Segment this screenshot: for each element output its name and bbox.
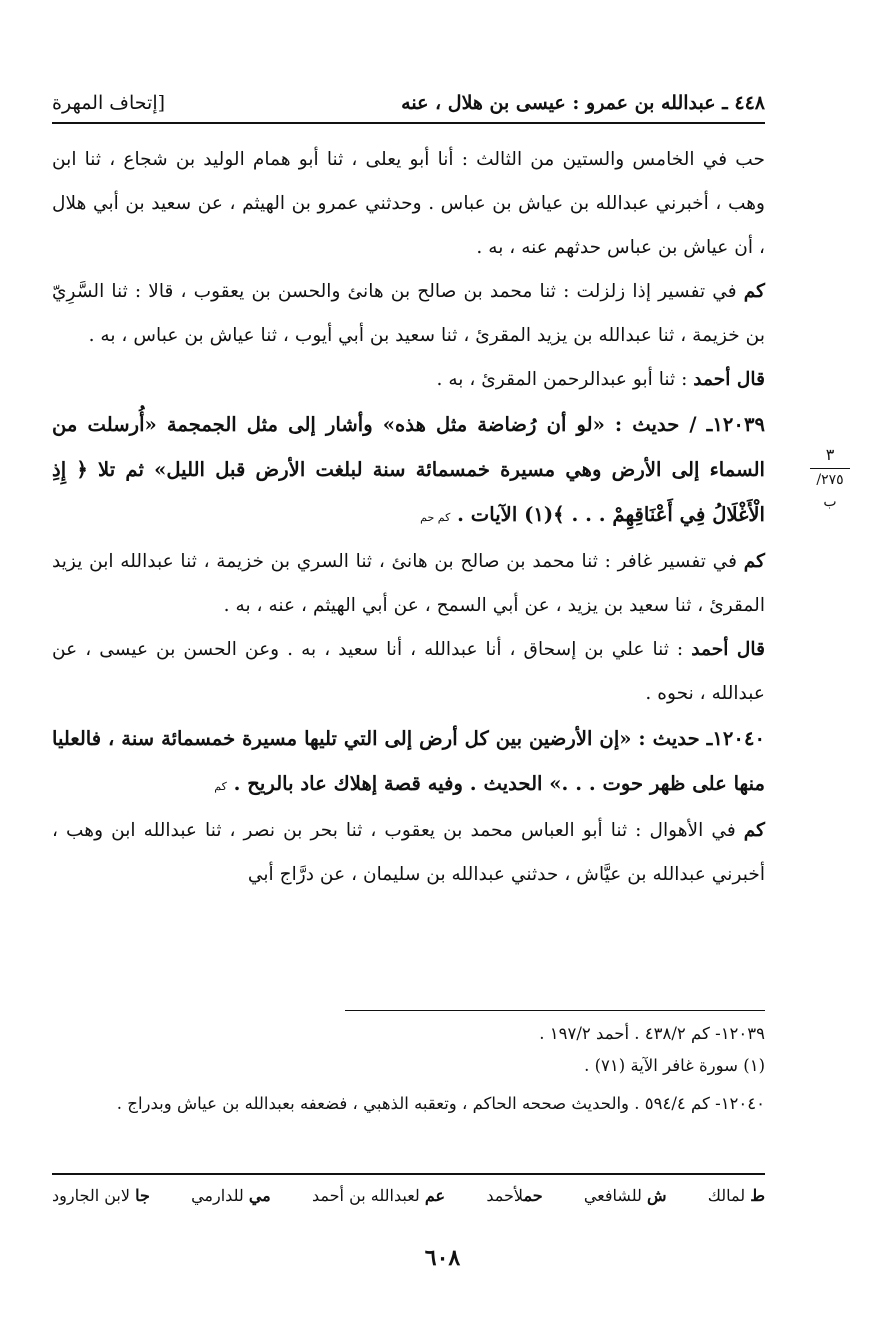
hadith-12039: ١٢٠٣٩ـ / حديث : «لو أن رُضاضة مثل هذه» وأشار إلى مثل الجمجمة «أُرسلت من السماء إلى الأرض وهي مسيرة خمسمائة سنة لبلغت الأرض قبل الليل» ثم تلا ﴿ إِذِ الْأَغْلَالُ فِي أَعْنَاقِهِمْ . . . ﴾(١) الآيات . كم حم [52, 413, 765, 526]
source-key: كم [743, 820, 765, 841]
page-number: ٦٠٨ [424, 1245, 461, 1271]
footnotes [52, 1018, 765, 1120]
margin-folio: ٢٧٥/ب [810, 468, 850, 513]
margin-reference [800, 444, 860, 513]
legend-item: حملأحمد [486, 1186, 543, 1205]
paragraph-6: كم في الأهوال : ثنا أبو العباس محمد بن يعقوب ، ثنا بحر بن نصر ، ثنا عبدالله ابن وهب ، أخبرني عبدالله بن عيَّاش ، حدثني عبدالله بن سليمان ، عن درَّاج أبي [52, 820, 765, 885]
hadith-sigla: كم حم [420, 511, 451, 524]
footnote-separator [345, 1010, 765, 1011]
footnote-12040: ١٢٠٤٠- كم ٥٩٤/٤ . والحديث صححه الحاكم ، وتعقبه الذهبي ، فضعفه بعبدالله بن عياش وبدراج . [116, 1094, 765, 1113]
paragraph-2: كم في تفسير إذا زلزلت : ثنا محمد بن صالح بن هانئ والحسن بن يعقوب ، قالا : ثنا السَّرِيّ بن خزيمة ، ثنا عبدالله بن يزيد المقرئ ، ثنا سعيد بن أبي أيوب ، ثنا عياش بن عباس ، به . [52, 281, 765, 346]
hadith-sigla: كم [214, 780, 227, 793]
source-key: كم [743, 281, 765, 302]
source-key: قال أحمد [693, 369, 765, 390]
legend-item: عم لعبدالله بن أحمد [312, 1186, 446, 1205]
main-text [52, 138, 765, 897]
paragraph-4: كم في تفسير غافر : ثنا محمد بن صالح بن هانئ ، ثنا السري بن خزيمة ، ثنا عبدالله ابن يزيد المقرئ ، ثنا سعيد بن يزيد ، عن أبي السمح ، عن أبي الهيثم ، عنه ، به . [52, 551, 765, 616]
legend-item: ش للشافعي [583, 1186, 667, 1205]
legend-item: مي للدارمي [191, 1186, 271, 1205]
footnote-12039: ١٢٠٣٩- كم ٤٣٨/٢ . أحمد ١٩٧/٢ . [539, 1024, 765, 1043]
sigla-legend [52, 1186, 765, 1205]
legend-rule [52, 1173, 765, 1175]
paragraph-1: حب في الخامس والستين من الثالث : أنا أبو يعلى ، ثنا أبو همام الوليد بن شجاع ، ثنا ابن وهب ، أخبرني عبدالله بن عياش بن عباس . وحدثني عمرو بن الهيثم ، عن سعيد بن أبي هلال ، أن عياش بن عباس حدثهم عنه ، به . [52, 149, 765, 258]
source-key: قال أحمد [691, 639, 765, 660]
book-name: [إتحاف المهرة [52, 92, 166, 114]
header-rule [52, 122, 765, 124]
running-title: ٤٤٨ ـ عبدالله بن عمرو : عيسى بن هلال ، عنه [401, 92, 765, 114]
hadith-12040: ١٢٠٤٠ـ حديث : «إن الأرضين بين كل أرض إلى التي تليها مسيرة خمسمائة سنة ، فالعليا منها على ظهر حوت . . .» الحديث . وفيه قصة إهلاك عاد بالريح . كم [52, 727, 765, 795]
paragraph-5: قال أحمد : ثنا علي بن إسحاق ، أنا عبدالله ، أنا سعيد ، به . وعن الحسن بن عيسى ، عن عبدالله ، نحوه . [52, 639, 765, 704]
paragraph-3: قال أحمد : ثنا أبو عبدالرحمن المقرئ ، به . [436, 369, 765, 390]
page-header [52, 86, 765, 120]
margin-number: ٣ [825, 445, 835, 464]
footnote-1: (١) سورة غافر الآية (٧١) . [584, 1056, 765, 1075]
legend-item: جا لابن الجارود [52, 1186, 150, 1205]
legend-item: ط لمالك [707, 1186, 765, 1205]
source-key: كم [743, 551, 765, 572]
